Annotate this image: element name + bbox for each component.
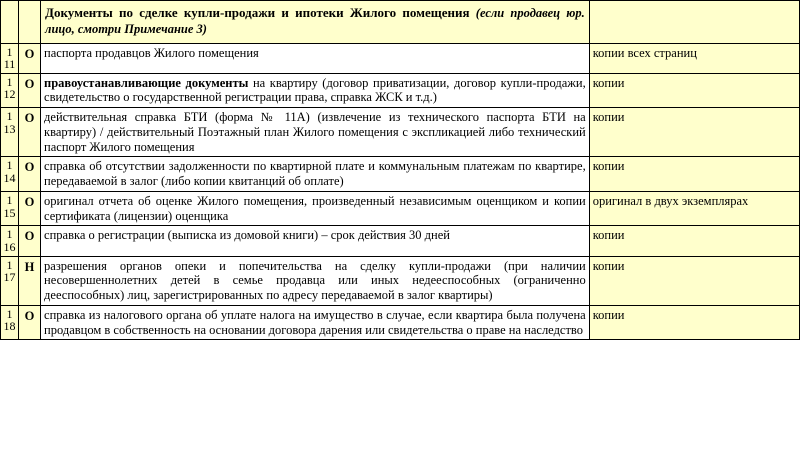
table-row [1,157,800,192]
row-description-text: оригинал отчета об оценке Жилого помещения, произведенный независимым оценщиком и копии сертификата (лицензии) оценщика [44,193,586,223]
row-note: копии [589,157,799,192]
row-number-top: 1 [6,74,13,89]
row-number-bottom: 14 [3,171,16,186]
row-number [1,157,19,192]
header-title-cell [41,1,590,44]
row-flag: О [19,108,41,157]
row-number [1,191,19,226]
row-note: копии [589,226,799,256]
row-number-bottom: 18 [3,319,16,334]
row-note: оригинал в двух экземплярах [589,191,799,226]
row-flag: О [19,157,41,192]
row-number [1,305,19,340]
row-description-text: справка из налогового органа об уплате налога на имущество в случае, если квартира была получена продавцом в собственность на основании договора дарения или свидетельства о праве на наследство [44,307,586,337]
row-note: копии [589,108,799,157]
row-description-text: на квартиру (договор приватизации, договор купли-продажи, свидетельство о государственной регистрации права, справка ЖСК и т.д.) [44,75,586,105]
row-number-top: 1 [6,257,13,272]
table-row [1,108,800,157]
row-number-bottom: 15 [3,205,16,220]
row-note: копии [589,305,799,340]
row-description-bold: правоустанавливающие документы [44,75,249,90]
row-number-top: 1 [6,192,13,207]
row-description [41,157,590,192]
row-note: копии всех страниц [589,43,799,73]
header-number-cell [1,1,19,44]
row-number [1,108,19,157]
row-description-text: паспорта продавцов Жилого помещения [44,45,259,60]
row-number-top: 1 [6,44,13,59]
row-number-top: 1 [6,227,13,242]
row-description [41,108,590,157]
row-number-top: 1 [6,158,13,173]
row-description-text: действительная справка БТИ (форма № 11А) (извлечение из технического паспорта БТИ на квартиру) / действительный Поэтажный план Жилого помещения с экспликацией либо технический паспорт Жилого помещения [44,110,586,154]
header-flag-cell [19,1,41,44]
table-row [1,305,800,340]
row-number [1,43,19,73]
row-description-text: справка о регистрации (выписка из домовой книги) – срок действия 30 дней [44,228,450,243]
table-row [1,73,800,108]
table-row [1,226,800,256]
row-flag: О [19,191,41,226]
table-header-row [1,1,800,44]
row-flag: О [19,226,41,256]
row-description [41,305,590,340]
row-flag: О [19,73,41,108]
header-title-main: Документы по сделке купли-продажи и ипотеки Жилого помещения [45,5,470,20]
header-title-sub: (если продавец юр. лицо, смотри Примечание 3) [45,6,585,37]
row-description-text: справка об отсутствии задолженности по квартирной плате и коммунальным платежам по квартире, передаваемой в залог (либо копии квитанций об оплате) [44,159,586,189]
row-number-bottom: 17 [3,270,16,285]
row-description [41,191,590,226]
row-number [1,226,19,256]
row-number [1,256,19,305]
table-row [1,256,800,305]
row-number [1,73,19,108]
table-row [1,43,800,73]
row-flag: О [19,305,41,340]
header-note-cell [589,1,799,44]
row-number-bottom: 16 [3,240,16,255]
row-description [41,43,590,73]
row-flag: Н [19,256,41,305]
row-note: копии [589,73,799,108]
row-number-top: 1 [6,306,13,321]
row-number-bottom: 11 [3,57,16,72]
row-description [41,73,590,108]
row-description-text: разрешения органов опеки и попечительства на сделку купли-продажи (при наличии несовершеннолетних детей в семье продавца или иных недееспособных (ограниченно дееспособных) лиц, зарегистрированных по адресу передаваемой в залог квартиры) [44,258,586,303]
row-note: копии [589,256,799,305]
row-description [41,256,590,305]
table-row [1,191,800,226]
row-flag: О [19,43,41,73]
row-number-bottom: 12 [3,87,16,102]
row-description [41,226,590,256]
row-number-top: 1 [6,109,13,124]
row-number-bottom: 13 [3,121,16,136]
